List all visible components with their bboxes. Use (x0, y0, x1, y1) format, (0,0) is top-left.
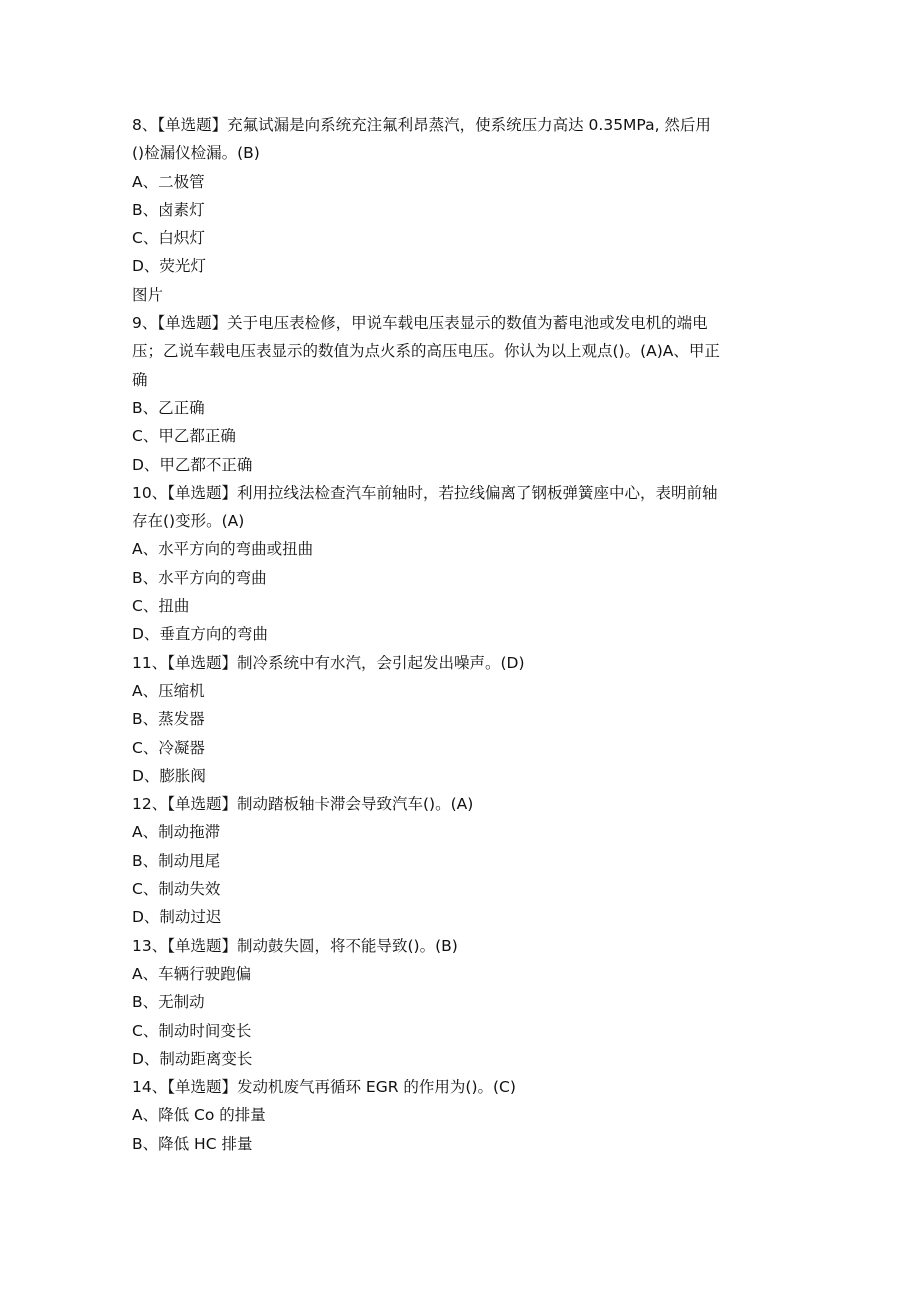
document-body (132, 111, 792, 1158)
question-8-option-c: C、白炽灯 (132, 229, 205, 248)
question-10-option-c: C、扭曲 (132, 597, 190, 616)
question-11-option-b: B、蒸发器 (132, 710, 205, 729)
question-9-option-c: C、甲乙都正确 (132, 427, 236, 446)
question-11-option-a: A、压缩机 (132, 681, 205, 700)
question-11-stem: 11、【单选题】制冷系统中有水汽，会引起发出噪声。(D) (132, 653, 525, 672)
question-10-stem: 10、【单选题】利用拉线法检查汽车前轴时，若拉线偏离了钢板弹簧座中心，表明前轴 (132, 483, 718, 502)
question-8-option-a: A、二极管 (132, 172, 205, 191)
question-14-option-a: A、降低 Co 的排量 (132, 1106, 266, 1125)
question-14-option-b: B、降低 HC 排量 (132, 1134, 253, 1153)
image-placeholder-text: 图片 (132, 285, 164, 304)
question-8-option-d: D、荧光灯 (132, 257, 206, 276)
question-13-option-b: B、无制动 (132, 993, 205, 1012)
question-14-stem: 14、【单选题】发动机废气再循环 EGR 的作用为()。(C) (132, 1078, 516, 1097)
question-11-option-d: D、膨胀阀 (132, 766, 206, 785)
question-8-stem: 8、【单选题】充氟试漏是向系统充注氟利昂蒸汽，使系统压力高达 0.35MPa, 然后用 (132, 116, 711, 134)
question-9-stem-cont: 压；乙说车载电压表显示的数值为点火系的高压电压。你认为以上观点()。(A)A、甲正 (132, 342, 720, 361)
question-9-option-d: D、甲乙都不正确 (132, 455, 253, 474)
question-10-stem-cont: 存在()变形。(A) (132, 512, 245, 531)
question-8-option-b: B、卤素灯 (132, 200, 205, 219)
question-12-option-d: D、制动过迟 (132, 908, 222, 927)
question-9-option-b: B、乙正确 (132, 398, 205, 417)
question-9-stem: 9、【单选题】关于电压表检修，甲说车载电压表显示的数值为蓄电池或发电机的端电 (132, 314, 708, 333)
question-12-option-b: B、制动甩尾 (132, 851, 221, 870)
question-13-option-d: D、制动距离变长 (132, 1049, 253, 1068)
question-10-option-a: A、水平方向的弯曲或扭曲 (132, 540, 314, 559)
question-13-option-a: A、车辆行驶跑偏 (132, 964, 252, 983)
question-13-option-c: C、制动时间变长 (132, 1021, 252, 1040)
question-12-option-c: C、制动失效 (132, 880, 221, 899)
question-10-option-d: D、垂直方向的弯曲 (132, 625, 268, 644)
question-9-option-a-cont: 确 (132, 370, 148, 389)
question-12-option-a: A、制动拖滞 (132, 823, 221, 842)
question-10-option-b: B、水平方向的弯曲 (132, 568, 267, 587)
question-13-stem: 13、【单选题】制动鼓失圆，将不能导致()。(B) (132, 936, 458, 955)
question-11-option-c: C、冷凝器 (132, 738, 205, 757)
question-8-stem-cont: ()检漏仪检漏。(B) (132, 144, 260, 163)
question-12-stem: 12、【单选题】制动踏板轴卡滞会导致汽车()。(A) (132, 795, 474, 814)
